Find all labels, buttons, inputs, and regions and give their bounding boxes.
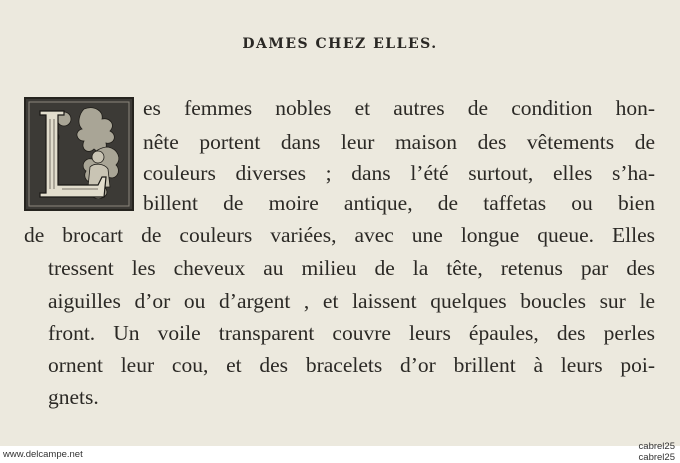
- seller-label-bottom: cabrel25: [638, 452, 675, 463]
- seller-label-top: cabrel25: [638, 441, 675, 452]
- text-line-10: gnets.: [48, 385, 99, 409]
- text-line-5: de brocart de couleurs variées, avec une longue queue. Elles: [24, 225, 655, 247]
- text-line-6: tressent les cheveux au milieu de la tête, retenus par des: [48, 258, 655, 280]
- text-line-7: aiguilles d’or ou d’argent , et laissent quelques boucles sur le: [48, 291, 655, 313]
- text-line-9: ornent leur cou, et des bracelets d’or brillent à leurs poi-: [48, 355, 655, 377]
- text-line-1: es femmes nobles et autres de condition hon-: [143, 98, 655, 120]
- text-line-3: couleurs diverses ; dans l’été surtout, elles s’ha-: [143, 163, 655, 185]
- text-line-8: front. Un voile transparent couvre leurs épaules, des perles: [48, 323, 655, 345]
- page-title: DAMES CHEZ ELLES.: [242, 36, 438, 52]
- text-line-4: billent de moire antique, de taffetas ou bien: [143, 193, 655, 215]
- text-line-2: nête portent dans leur maison des vêtements de: [143, 132, 655, 154]
- ornate-initial-L-icon: [24, 97, 134, 211]
- watermark-link[interactable]: www.delcampe.net: [3, 449, 83, 460]
